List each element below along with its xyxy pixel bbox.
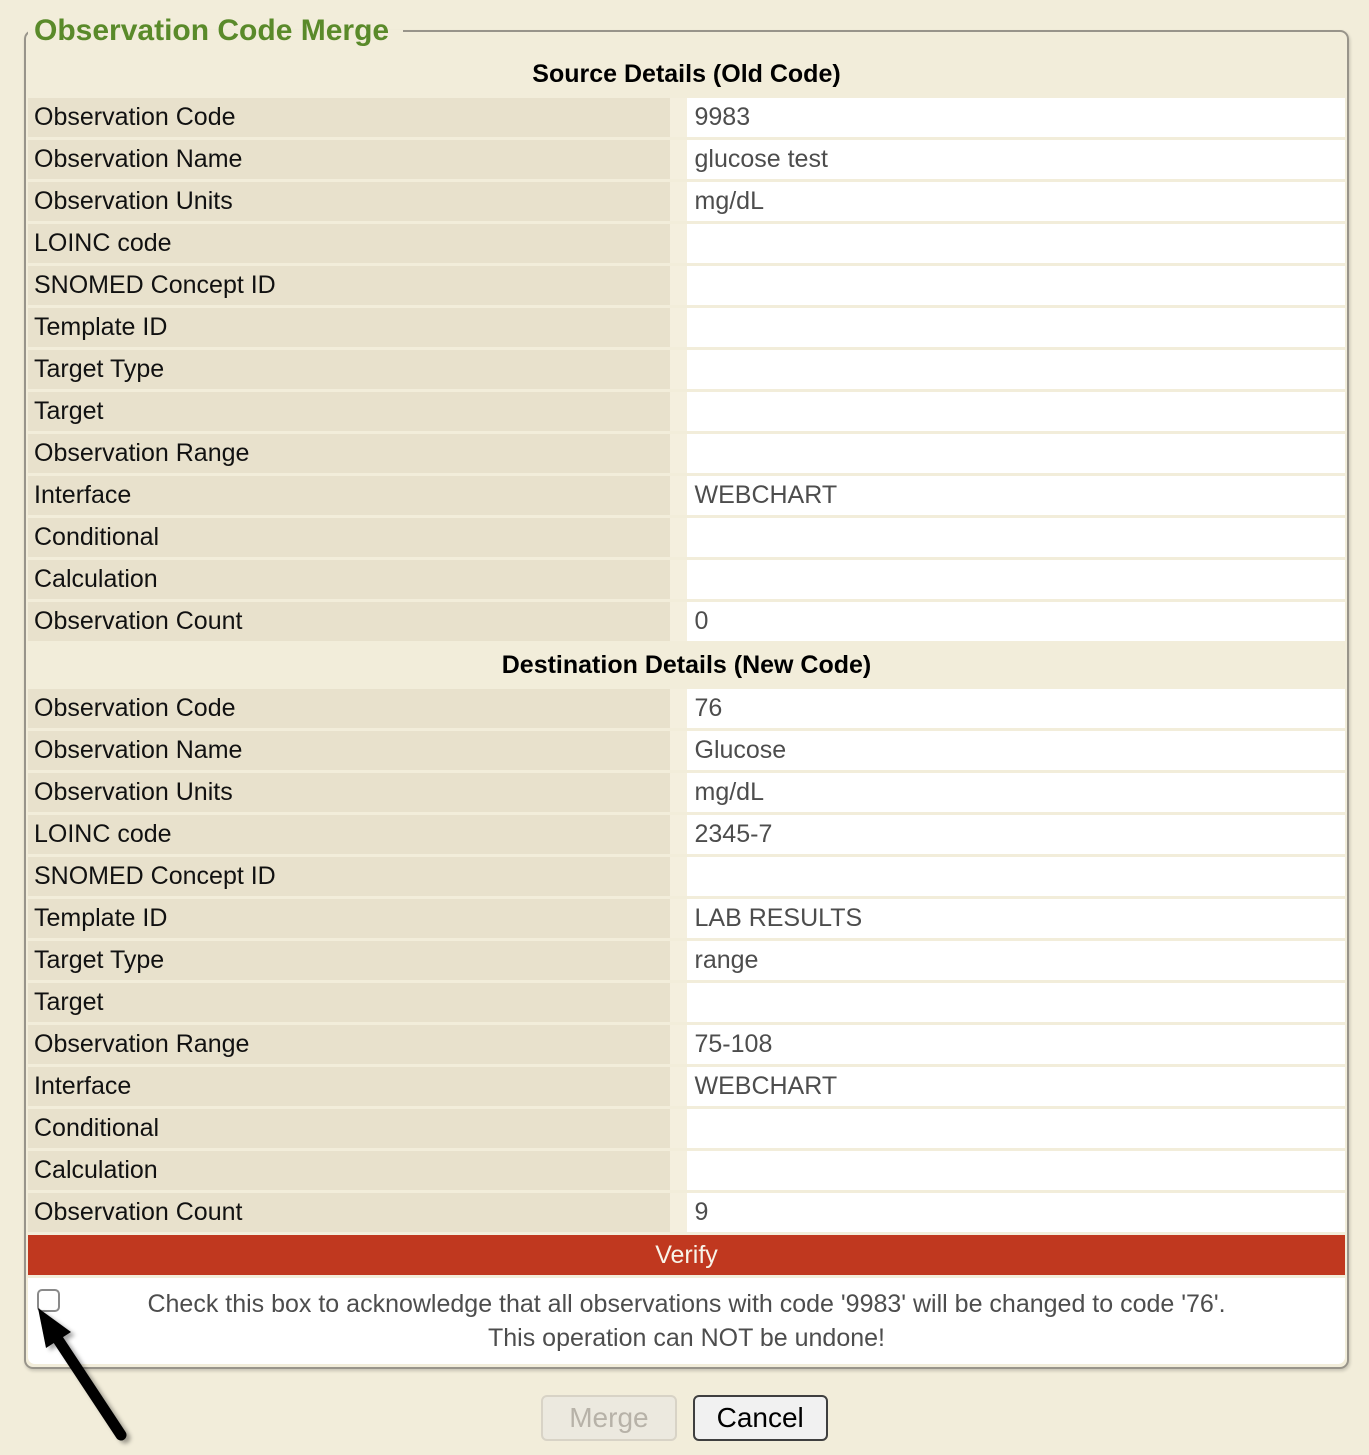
table-row <box>28 689 1345 728</box>
details-rows <box>28 53 1345 1232</box>
table-row <box>28 350 1345 389</box>
row-label: Observation Range <box>28 434 687 473</box>
row-label: Conditional <box>28 518 687 557</box>
row-label: Observation Code <box>28 689 687 728</box>
row-value: 76 <box>687 689 1346 728</box>
row-label: LOINC code <box>28 815 687 854</box>
table-row <box>28 1109 1345 1148</box>
table-row <box>28 308 1345 347</box>
table-row <box>28 560 1345 599</box>
row-label: Calculation <box>28 1151 687 1190</box>
table-row <box>28 434 1345 473</box>
row-value: glucose test <box>687 140 1346 179</box>
merge-button: Merge <box>541 1395 676 1441</box>
row-value: mg/dL <box>687 773 1346 812</box>
row-label: Conditional <box>28 1109 687 1148</box>
table-row <box>28 182 1345 221</box>
table-row <box>28 941 1345 980</box>
row-label: SNOMED Concept ID <box>28 266 687 305</box>
section-header: Source Details (Old Code) <box>532 59 841 88</box>
table-row <box>28 392 1345 431</box>
row-value <box>687 1109 1346 1148</box>
row-value: range <box>687 941 1346 980</box>
row-label: Observation Range <box>28 1025 687 1064</box>
acknowledge-cell <box>28 1278 1345 1364</box>
row-value: 9 <box>687 1193 1346 1232</box>
button-row <box>0 1395 1369 1441</box>
row-label: Interface <box>28 1067 687 1106</box>
row-label: Target <box>28 983 687 1022</box>
row-value <box>687 350 1346 389</box>
row-label: Template ID <box>28 899 687 938</box>
row-value <box>687 1151 1346 1190</box>
row-value <box>687 560 1346 599</box>
row-label: Observation Count <box>28 602 687 641</box>
row-label: Target Type <box>28 941 687 980</box>
row-label: Calculation <box>28 560 687 599</box>
observation-code-merge-panel <box>24 14 1349 1369</box>
row-value: 75-108 <box>687 1025 1346 1064</box>
row-value <box>687 266 1346 305</box>
row-label: Interface <box>28 476 687 515</box>
row-value: 9983 <box>687 98 1346 137</box>
row-label: Observation Units <box>28 773 687 812</box>
table-row <box>28 224 1345 263</box>
row-label: Target <box>28 392 687 431</box>
verify-section <box>28 1235 1345 1364</box>
row-label: SNOMED Concept ID <box>28 857 687 896</box>
table-row <box>28 98 1345 137</box>
table-row <box>28 857 1345 896</box>
row-value <box>687 392 1346 431</box>
table-row <box>28 476 1345 515</box>
row-value <box>687 518 1346 557</box>
table-row <box>28 983 1345 1022</box>
row-value: mg/dL <box>687 182 1346 221</box>
table-row <box>28 899 1345 938</box>
verify-bar: Verify <box>28 1235 1345 1275</box>
table-row <box>28 602 1345 641</box>
table-row <box>28 773 1345 812</box>
table-row <box>28 731 1345 770</box>
row-value <box>687 224 1346 263</box>
row-label: Observation Name <box>28 731 687 770</box>
row-label: Observation Name <box>28 140 687 179</box>
table-row <box>28 815 1345 854</box>
section-header: Destination Details (New Code) <box>501 650 872 679</box>
table-row <box>28 518 1345 557</box>
acknowledge-row <box>28 1278 1345 1364</box>
row-label: Observation Count <box>28 1193 687 1232</box>
row-label: Target Type <box>28 350 687 389</box>
row-label: Template ID <box>28 308 687 347</box>
row-value: Glucose <box>687 731 1346 770</box>
row-label: Observation Units <box>28 182 687 221</box>
acknowledge-text-line2: This operation can NOT be undone! <box>487 1324 885 1352</box>
row-value: 2345-7 <box>687 815 1346 854</box>
row-value: WEBCHART <box>687 1067 1346 1106</box>
table-row <box>28 1067 1345 1106</box>
acknowledge-text-line1: Check this box to acknowledge that all observations with code '9983' will be changed to code '76'. <box>147 1290 1226 1318</box>
row-value <box>687 308 1346 347</box>
row-value: 0 <box>687 602 1346 641</box>
verify-row <box>28 1235 1345 1275</box>
row-value: LAB RESULTS <box>687 899 1346 938</box>
acknowledge-checkbox[interactable] <box>37 1289 60 1312</box>
table-row <box>28 140 1345 179</box>
table-row <box>28 1193 1345 1232</box>
panel-title: Observation Code Merge <box>34 14 390 47</box>
row-label: Observation Code <box>28 98 687 137</box>
row-value <box>687 983 1346 1022</box>
section-header-row <box>28 53 1345 95</box>
table-row <box>28 1151 1345 1190</box>
cancel-button[interactable]: Cancel <box>693 1395 828 1441</box>
row-value: WEBCHART <box>687 476 1346 515</box>
acknowledge-text <box>29 1279 1344 1355</box>
table-row <box>28 266 1345 305</box>
section-header-row <box>28 644 1345 686</box>
row-value <box>687 434 1346 473</box>
details-table <box>28 50 1345 1367</box>
row-label: LOINC code <box>28 224 687 263</box>
table-row <box>28 1025 1345 1064</box>
row-value <box>687 857 1346 896</box>
